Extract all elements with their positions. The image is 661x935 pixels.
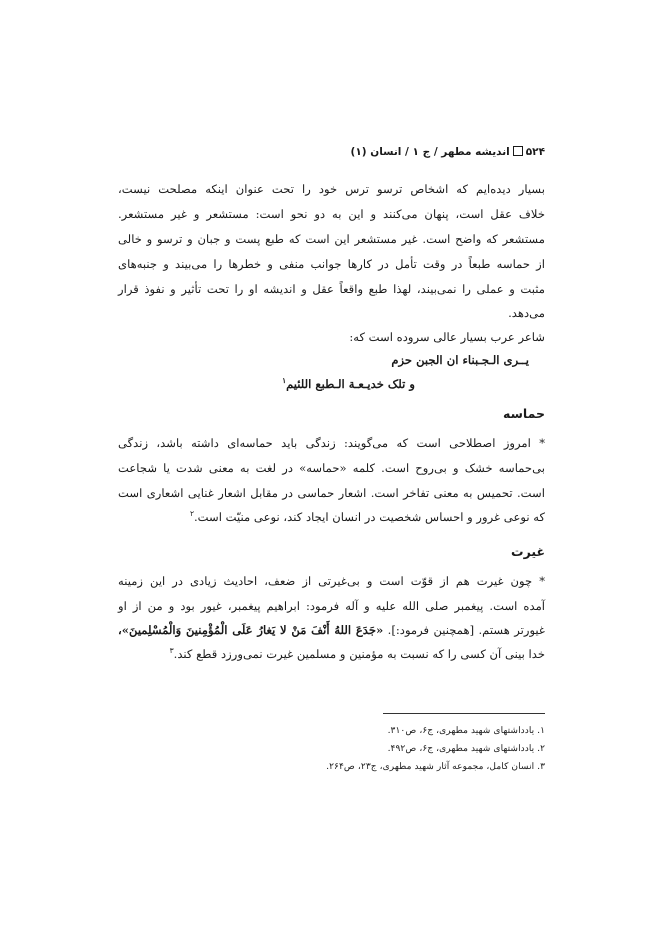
page-number: ۵۲۴ bbox=[525, 146, 545, 158]
footnote: ۳. انسان کامل، مجموعه آثار شهید مطهری، ج۲۳، ص۲۶۴. bbox=[326, 761, 545, 772]
paragraph-line: * امروز اصطلاحی است که می‌گویند: زندگی باید حماسه‌ای داشته باشد، زندگی bbox=[118, 436, 545, 450]
verse-hemistich-1: یــری الـجـبناء ان الجبن حزم bbox=[391, 353, 529, 367]
footnote: ۲. یادداشتهای شهید مطهری، ج۶، ص۴۹۲. bbox=[387, 743, 545, 754]
section-heading: حماسه bbox=[503, 406, 545, 421]
paragraph-line bbox=[118, 509, 545, 525]
hadith-quote: «جَدَعَ اللهُ أَنْفَ مَنْ لا یَغارُ عَلَى الْمُؤْمِنينَ وَالْمُسْلِمينَ»، bbox=[118, 623, 384, 637]
verse-hemistich-2 bbox=[282, 377, 415, 391]
verse-text: و تلک خدیـعـة الـطبع اللئیم bbox=[286, 377, 415, 391]
book-page bbox=[118, 0, 545, 935]
square-ornament-icon bbox=[513, 146, 523, 156]
footnote-ref: ۱ bbox=[282, 376, 287, 385]
paragraph-line bbox=[133, 646, 545, 662]
footnote-divider bbox=[383, 713, 545, 714]
footnote: ۱. یادداشتهای شهید مطهری، ج۶، ص۳۱۰. bbox=[387, 725, 545, 736]
paragraph-line: مثبت و عملی را نمی‌بیند، لهذا طبع واقعاً عقل و اندیشه او را تحت تأثیر و نفوذ قرار bbox=[118, 282, 545, 296]
paragraph-line: مستشعر که واضح است. غیر مستشعر این است که طبع پست و جبان و ترسو و خالی bbox=[118, 232, 545, 246]
paragraph-line: است. تحمیس به معنی تفاخر است. اشعار حماسی در مقابل اشعار غنایی اشعاری است bbox=[118, 486, 545, 500]
running-head-title: اندیشه مطهر / ج ۱ / انسان (۱) bbox=[350, 146, 510, 158]
running-head bbox=[351, 146, 545, 158]
paragraph-line: بسیار دیده‌ایم که اشخاص ترسو ترس خود را تحت عنوان اینکه مصلحت نیست، bbox=[118, 182, 545, 196]
paragraph-line bbox=[118, 622, 545, 638]
section-heading: غیرت bbox=[511, 544, 545, 559]
poet-intro: شاعر عرب بسیار عالی سروده است که: bbox=[349, 330, 545, 344]
footnote-ref: ۲ bbox=[189, 509, 194, 518]
line-text: که نوعی غرور و احساس شخصیت در انسان ایجاد کند، نوعی منیّت است. bbox=[193, 510, 545, 524]
paragraph-line: * چون غیرت هم از قوّت است و بی‌غیرتی از ضعف، احادیث زیادی در این زمینه bbox=[118, 574, 545, 588]
paragraph-line: خلاف عقل است، پنهان می‌کنند و این به دو نحو است: مستشعر و غیر مستشعر. bbox=[118, 207, 545, 221]
paragraph-line: از حماسه طبعاً در وقت تأمل در کارها جوانب منفی و خطرها را می‌بیند و جنبه‌های bbox=[118, 257, 545, 271]
footnote-ref: ۳ bbox=[169, 646, 174, 655]
line-text: غیورتر هستم. [همچنین فرمود:]. bbox=[383, 623, 545, 637]
paragraph-line: می‌دهد. bbox=[508, 306, 545, 320]
paragraph-line: بی‌حماسه خشک و بی‌روح است. کلمه «حماسه» در لغت به معنی شدت یا شجاعت bbox=[118, 461, 545, 475]
line-text: خدا بینی آن کسی را که نسبت به مؤمنین و مسلمین غیرت نمی‌ورزد قطع کند. bbox=[173, 647, 545, 661]
paragraph-line: آمده است. پیغمبر صلی الله علیه و آله فرمود: ابراهیم پیغمبر، غیور بود و من از او bbox=[118, 599, 545, 613]
